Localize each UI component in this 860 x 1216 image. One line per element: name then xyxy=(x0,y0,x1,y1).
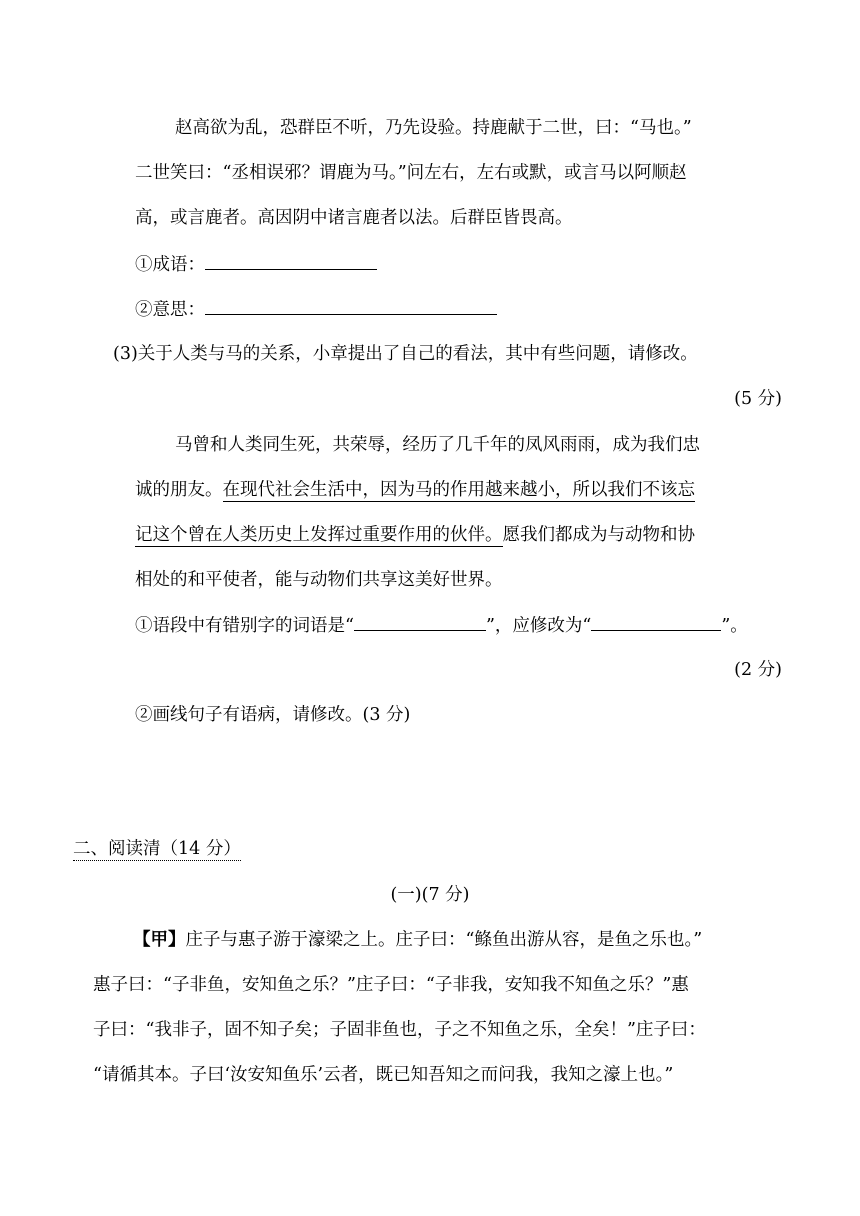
passage-line-3-plain: 愿我们都成为与动物和协 xyxy=(502,525,695,545)
reading-line-1 xyxy=(133,929,702,951)
subsection-title: (一)(7 分) xyxy=(390,885,470,905)
passage-line-4: 相处的和平使者，能与动物们共享这美好世界。 xyxy=(135,570,503,590)
reading-line-1-text: 庄子与惠子游于濠梁之上。庄子曰：“鲦鱼出游从容，是鱼之乐也。” xyxy=(185,930,703,950)
passage-line-2-plain: 诚的朋友。 xyxy=(135,480,223,500)
sub1-text-1: ①语段中有错别字的词语是“ xyxy=(135,616,354,636)
question-3-score: (5 分) xyxy=(734,389,782,409)
sub-question-1-score: (2 分) xyxy=(734,660,782,680)
idiom-answer-blank[interactable] xyxy=(205,253,377,270)
passage-line-2 xyxy=(135,479,695,501)
underlined-sentence-part-2: 记这个曾在人类历史上发挥过重要作用的伙伴。 xyxy=(135,525,503,545)
sub1-text-2: ”，应修改为“ xyxy=(485,616,592,636)
meaning-answer-blank[interactable] xyxy=(205,298,497,315)
idiom-question xyxy=(135,253,377,276)
meaning-label: ②意思： xyxy=(135,300,205,320)
question-3-prompt: (3)关于人类与马的关系，小章提出了自己的看法，其中有些问题，请修改。 xyxy=(113,344,698,364)
reading-tag: 【甲】 xyxy=(133,930,186,950)
sub-question-2: ②画线句子有语病，请修改。(3 分) xyxy=(135,705,411,725)
idiom-label: ①成语： xyxy=(135,255,205,275)
sub1-text-3: ”。 xyxy=(721,616,748,636)
reading-line-3: 子曰：“我非子，固不知子矣；子固非鱼也，子之不知鱼之乐，全矣！”庄子曰： xyxy=(93,1020,706,1040)
section-title: 二、阅读清（14 分） xyxy=(73,839,241,859)
sub-question-1 xyxy=(135,614,748,637)
story-line-3: 高，或言鹿者。高因阴中诸言鹿者以法。后群臣皆畏高。 xyxy=(135,208,573,228)
passage-line-1: 马曾和人类同生死，共荣辱，经历了几千年的凤风雨雨，成为我们忠 xyxy=(175,435,700,455)
story-line-1: 赵高欲为乱，恐群臣不听，乃先设验。持鹿献于二世，曰：“马也。” xyxy=(175,118,692,138)
meaning-question xyxy=(135,298,497,321)
story-line-2: 二世笑曰：“丞相误邪？谓鹿为马。”问左右，左右或默，或言马以阿顺赵 xyxy=(135,163,687,183)
wrong-word-blank[interactable] xyxy=(354,614,486,631)
reading-line-4: “请循其本。子曰‘汝安知鱼乐’云者，既已知吾知之而问我，我知之濠上也。” xyxy=(93,1065,674,1085)
underlined-sentence-part-1: 在现代社会生活中，因为马的作用越来越小，所以我们不该忘 xyxy=(222,480,695,500)
reading-line-2: 惠子曰：“子非鱼，安知鱼之乐？”庄子曰：“子非我，安知我不知鱼之乐？”惠 xyxy=(93,975,689,995)
passage-line-3 xyxy=(135,524,695,546)
corrected-word-blank[interactable] xyxy=(591,614,721,631)
